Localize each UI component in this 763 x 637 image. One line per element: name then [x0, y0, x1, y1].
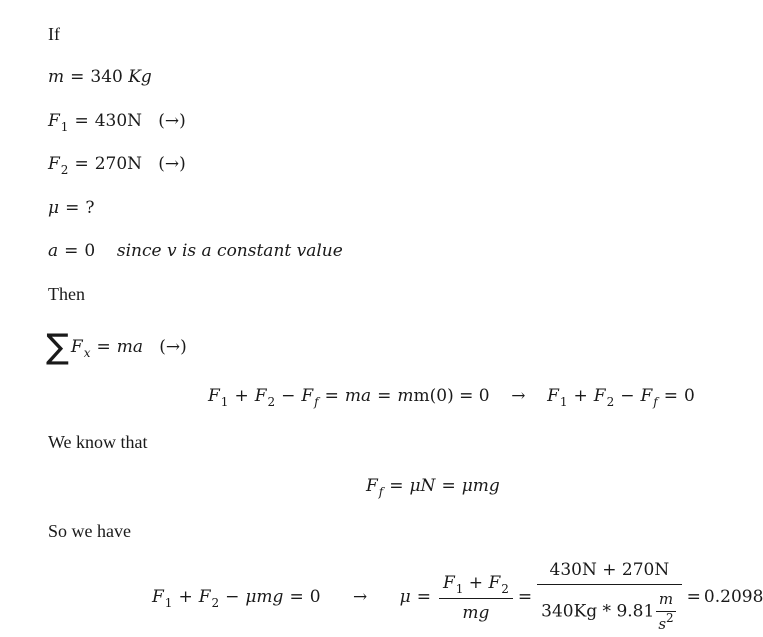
given-force-2: $F_2 = 270N$ (→)	[48, 154, 186, 177]
numeric-fraction: 430N + 270N 340Kg * 9.81 $\frac{m}{s^2}$	[537, 558, 682, 637]
result-value: 0.2098	[703, 587, 763, 607]
final-equation: $F_1 + F_2 - \mu mg = 0$ → μ = $\frac{F_1 + F_2}{mg}$ = 430N + 270N 340Kg * 9.81 $\frac{m}{s^2}$ = 0.2098	[152, 558, 763, 637]
g-unit-fraction: $\frac{m}{s^2}$	[656, 587, 675, 637]
mu-fraction: $\frac{F_1 + F_2}{mg}$	[439, 571, 513, 625]
friction-equation: $F_f = \mu N = \mu mg$	[366, 476, 500, 499]
given-acceleration: a = 0 since v is a constant value	[48, 241, 343, 261]
given-force-1: $F_1 = 430N$ (→)	[48, 111, 186, 134]
we-know-that-label: We know that	[48, 432, 148, 452]
so-we-have-label: So we have	[48, 521, 131, 541]
sum-of-forces-equation: ∑ $F_x$ = ma (→)	[46, 327, 187, 367]
if-label: If	[48, 24, 60, 44]
force-balance-equation: $F_1 + F_2 - F_f$ = ma = mm(0) = 0 → $F_1 + F_2 - F_f = 0$	[208, 386, 695, 409]
given-mass: m = 340 Kg	[48, 67, 152, 87]
then-label: Then	[48, 284, 85, 304]
unknown-mu: μ = ?	[48, 198, 95, 218]
